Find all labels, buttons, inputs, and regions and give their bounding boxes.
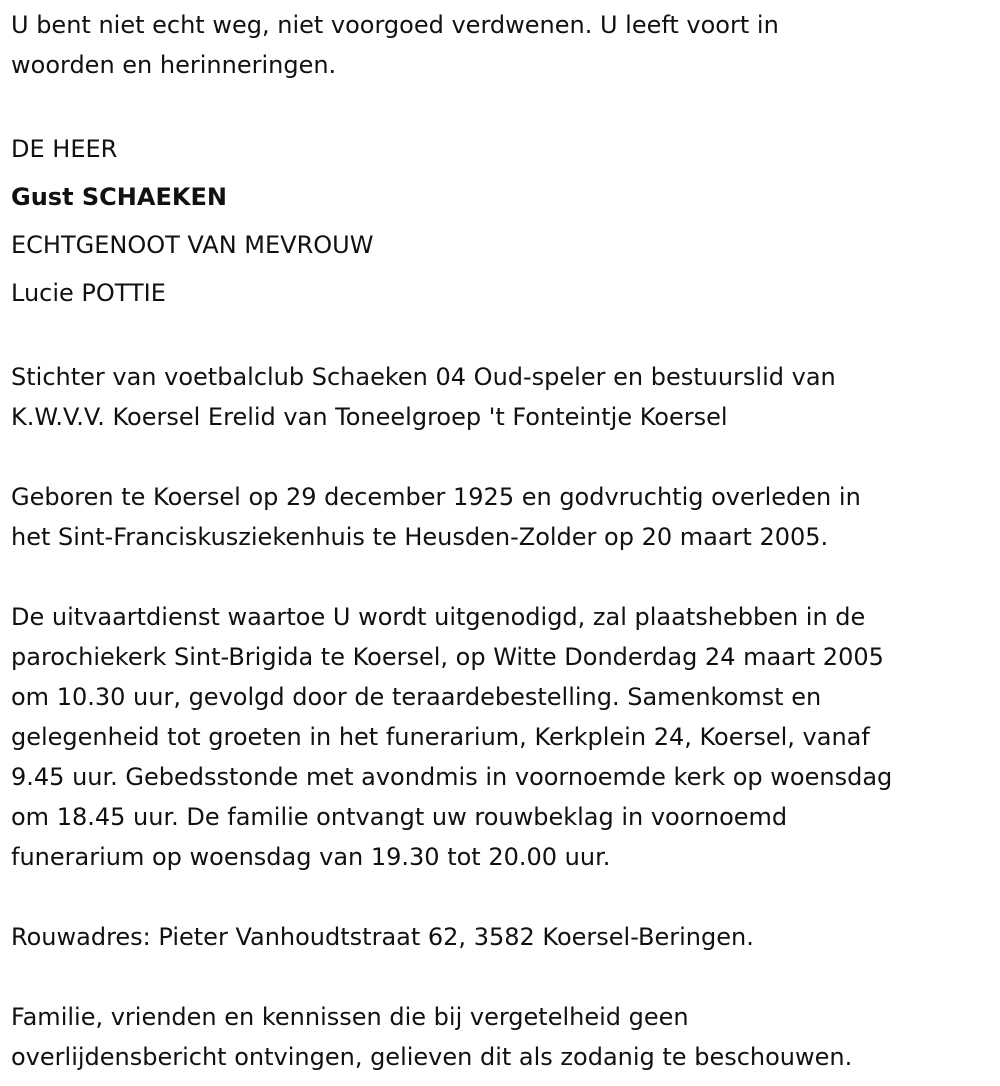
- text-line: parochiekerk Sint-Brigida te Koersel, op Witte Donderdag 24 maart 2005: [11, 643, 884, 671]
- roles-paragraph: [11, 357, 1000, 437]
- address-paragraph: [11, 917, 1000, 957]
- text-line: woorden en herinneringen.: [11, 51, 337, 79]
- text-line: Stichter van voetbalclub Schaeken 04 Oud-speler en bestuurslid van: [11, 363, 836, 391]
- spouse-name: Lucie POTTIE: [11, 279, 166, 307]
- text-line: Rouwadres: Pieter Vanhoudtstraat 62, 3582 Koersel-Beringen.: [11, 923, 754, 951]
- service-paragraph: [11, 597, 1000, 877]
- text-line: funerarium op woensdag van 19.30 tot 20.00 uur.: [11, 843, 611, 871]
- text-line: om 10.30 uur, gevolgd door de teraardebestelling. Samenkomst en: [11, 683, 822, 711]
- text-line: Geboren te Koersel op 29 december 1925 en godvruchtig overleden in: [11, 483, 861, 511]
- birth-death-paragraph: [11, 477, 1000, 557]
- intro-paragraph: [11, 5, 1000, 85]
- text-line: De uitvaartdienst waartoe U wordt uitgenodigd, zal plaatshebben in de: [11, 603, 866, 631]
- text-line: U bent niet echt weg, niet voorgoed verdwenen. U leeft voort in: [11, 11, 779, 39]
- relation-line: ECHTGENOOT VAN MEVROUW: [11, 231, 374, 259]
- title-line: DE HEER: [11, 135, 118, 163]
- deceased-name: Gust SCHAEKEN: [11, 183, 227, 211]
- text-line: om 18.45 uur. De familie ontvangt uw rouwbeklag in voornoemd: [11, 803, 788, 831]
- text-line: Familie, vrienden en kennissen die bij vergetelheid geen: [11, 1003, 689, 1031]
- text-line: overlijdensbericht ontvingen, gelieven dit als zodanig te beschouwen.: [11, 1043, 853, 1071]
- closing-paragraph: [11, 997, 1000, 1077]
- text-line: K.W.V.V. Koersel Erelid van Toneelgroep 't Fonteintje Koersel: [11, 403, 728, 431]
- text-line: 9.45 uur. Gebedsstonde met avondmis in voornoemde kerk op woensdag: [11, 763, 893, 791]
- text-line: het Sint-Franciskusziekenhuis te Heusden-Zolder op 20 maart 2005.: [11, 523, 829, 551]
- heading-block: [11, 125, 1000, 317]
- text-line: gelegenheid tot groeten in het funerarium, Kerkplein 24, Koersel, vanaf: [11, 723, 870, 751]
